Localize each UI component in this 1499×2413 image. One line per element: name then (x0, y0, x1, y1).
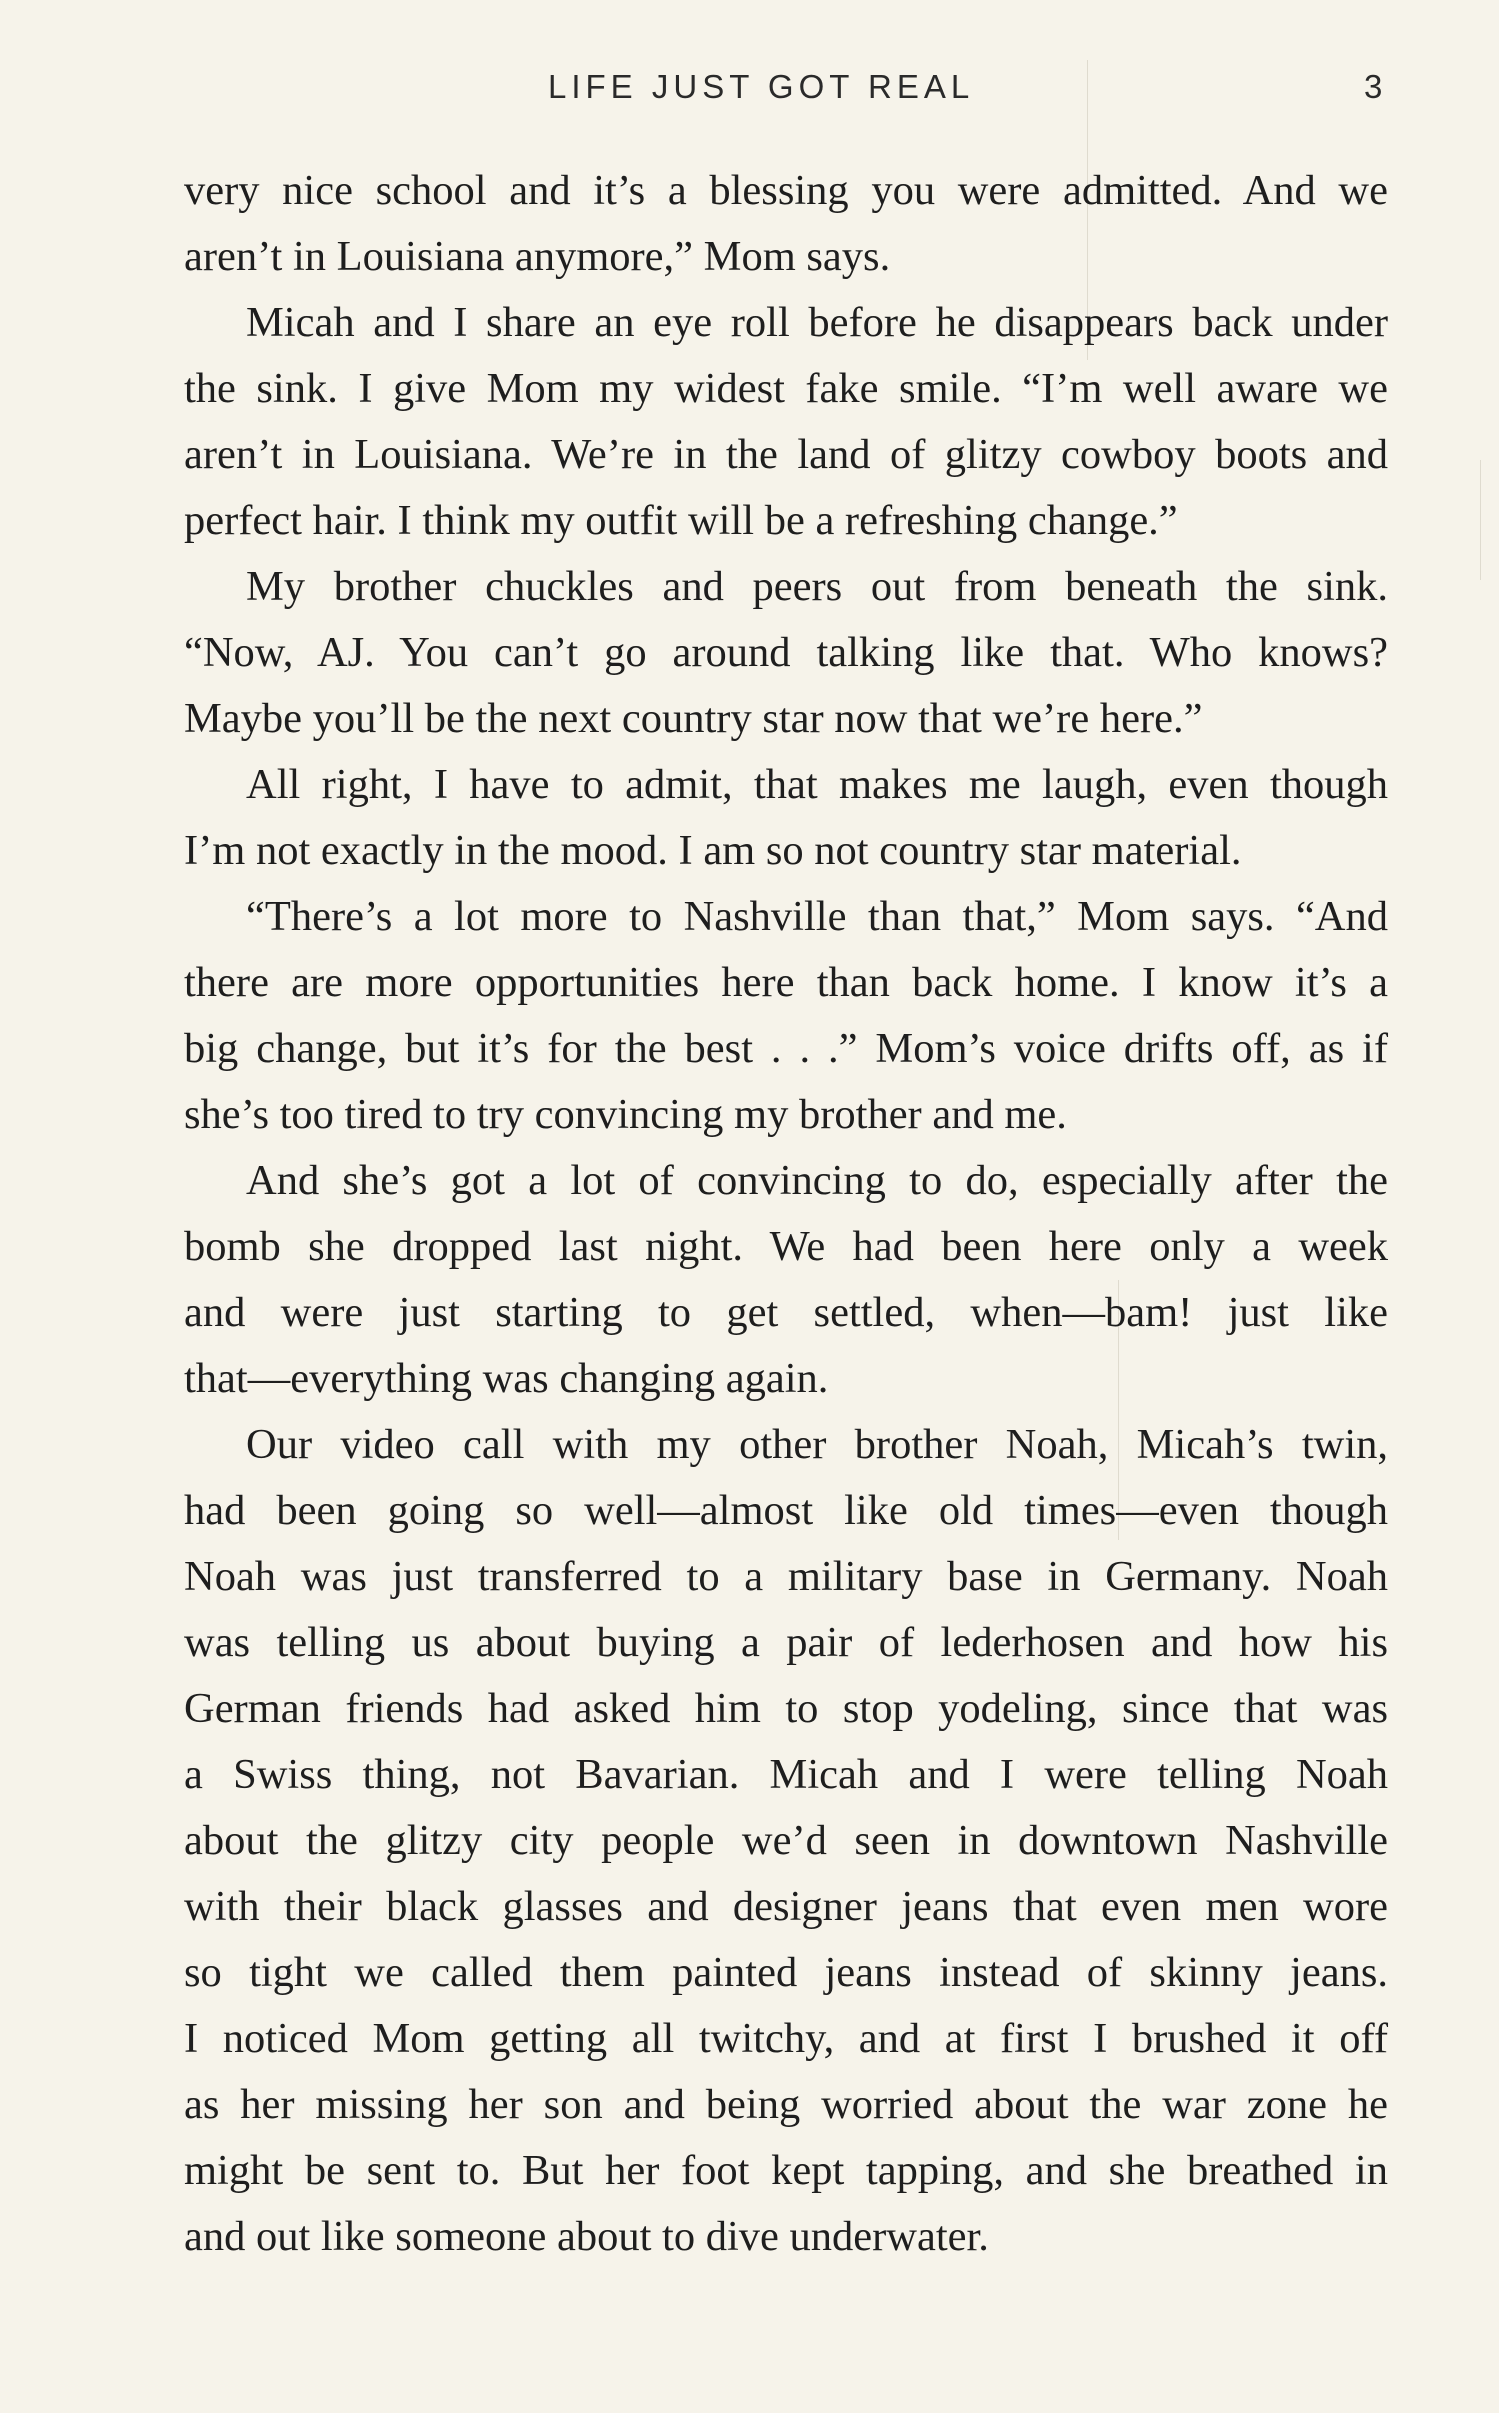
text-line: might be sent to. But her foot kept tapping, and she breathed in (184, 2147, 1388, 2194)
text-line: Micah and I share an eye roll before he disappears back under (246, 299, 1388, 346)
text-line: about the glitzy city people we’d seen in downtown Nashville (184, 1817, 1388, 1864)
text-line: I noticed Mom getting all twitchy, and at first I brushed it off (184, 2015, 1388, 2062)
text-line: so tight we called them painted jeans instead of skinny jeans. (184, 1949, 1388, 1996)
text-line: And she’s got a lot of convincing to do, especially after the (246, 1157, 1388, 1204)
text-line: big change, but it’s for the best . . .” Mom’s voice drifts off, as if (184, 1025, 1388, 1072)
text-line: “Now, AJ. You can’t go around talking like that. Who knows? (184, 629, 1388, 676)
text-line: a Swiss thing, not Bavarian. Micah and I were telling Noah (184, 1751, 1388, 1798)
text-line: as her missing her son and being worried about the war zone he (184, 2081, 1388, 2128)
text-line: there are more opportunities here than back home. I know it’s a (184, 959, 1388, 1006)
page-number: 3 (1364, 68, 1383, 105)
text-line: aren’t in Louisiana. We’re in the land of glitzy cowboy boots and (184, 431, 1388, 478)
text-line: and were just starting to get settled, when—bam! just like (184, 1289, 1388, 1336)
running-head (0, 62, 1499, 112)
text-line: and out like someone about to dive underwater. (184, 2213, 989, 2260)
text-line: she’s too tired to try convincing my brother and me. (184, 1091, 1067, 1138)
body-text (184, 158, 1388, 2270)
text-line: “There’s a lot more to Nashville than that,” Mom says. “And (246, 893, 1388, 940)
text-line: German friends had asked him to stop yodeling, since that was (184, 1685, 1388, 1732)
running-title: LIFE JUST GOT REAL (548, 68, 975, 105)
text-line: was telling us about buying a pair of lederhosen and how his (184, 1619, 1388, 1666)
text-line: I’m not exactly in the mood. I am so not country star material. (184, 827, 1242, 874)
text-line: perfect hair. I think my outfit will be a refreshing change.” (184, 497, 1178, 544)
text-line: My brother chuckles and peers out from beneath the sink. (246, 563, 1388, 610)
text-line: Noah was just transferred to a military base in Germany. Noah (184, 1553, 1388, 1600)
text-line: the sink. I give Mom my widest fake smile. “I’m well aware we (184, 365, 1388, 412)
text-line: All right, I have to admit, that makes me laugh, even though (246, 761, 1388, 808)
text-line: very nice school and it’s a blessing you were admitted. And we (184, 167, 1388, 214)
text-line: Our video call with my other brother Noah, Micah’s twin, (246, 1421, 1388, 1468)
text-line: aren’t in Louisiana anymore,” Mom says. (184, 233, 891, 280)
text-line: that—everything was changing again. (184, 1355, 829, 1402)
text-line: had been going so well—almost like old times—even though (184, 1487, 1388, 1534)
text-line: bomb she dropped last night. We had been here only a week (184, 1223, 1388, 1270)
scan-mark (1480, 460, 1481, 580)
text-line: Maybe you’ll be the next country star now that we’re here.” (184, 695, 1203, 742)
text-line: with their black glasses and designer jeans that even men wore (184, 1883, 1388, 1930)
